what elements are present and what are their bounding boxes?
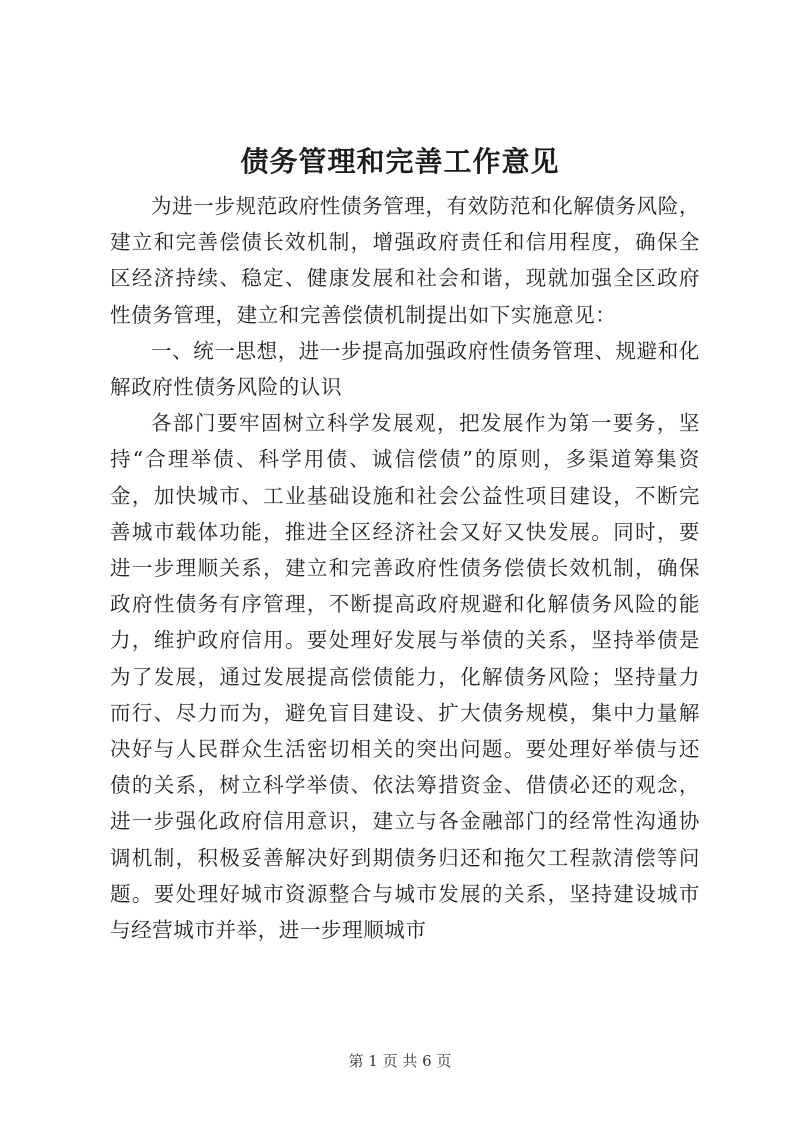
page-footer: 第 1 页 共 6 页 <box>348 1052 452 1070</box>
document-body <box>110 188 700 948</box>
section-heading-1: 一、统一思想，进一步提高加强政府性债务管理、规避和化解政府性债务风险的认识 <box>110 338 700 400</box>
document-title: 债务管理和完善工作意见 <box>240 145 560 178</box>
paragraph-section-1: 各部门要牢固树立科学发展观，把发展作为第一要务，坚持“合理举债、科学用债、诚信偿债”的原则，多渠道筹集资金，加快城市、工业基础设施和社会公益性项目建设，不断完善城市载体功能，推进全区经济社会又好又快发展。同时，要进一步理顺关系，建立和完善政府性债务偿债长效机制，确保政府性债务有序管理，不断提高政府规避和化解债务风险的能力，维护政府信用。要处理好发展与举债的关系，坚持举债是为了发展，通过发展提高偿债能力，化解债务风险；坚持量力而行、尽力而为，避免盲目建设、扩大债务规模，集中力量解决好与人民群众生活密切相关的突出问题。要处理好举债与还债的关系，树立科学举债、依法筹措资金、借债必还的观念，进一步强化政府信用意识，建立与各金融部门的经常性沟通协调机制，积极妥善解决好到期债务归还和拖欠工程款清偿等问题。要处理好城市资源整合与城市发展的关系，坚持建设城市与经营城市并举，进一步理顺城市 <box>110 411 700 943</box>
paragraph-intro: 为进一步规范政府性债务管理，有效防范和化解债务风险，建立和完善偿债长效机制，增强政府责任和信用程度，确保全区经济持续、稳定、健康发展和社会和谐，现就加强全区政府性债务管理，建立和完善偿债机制提出如下实施意见： <box>110 194 700 327</box>
